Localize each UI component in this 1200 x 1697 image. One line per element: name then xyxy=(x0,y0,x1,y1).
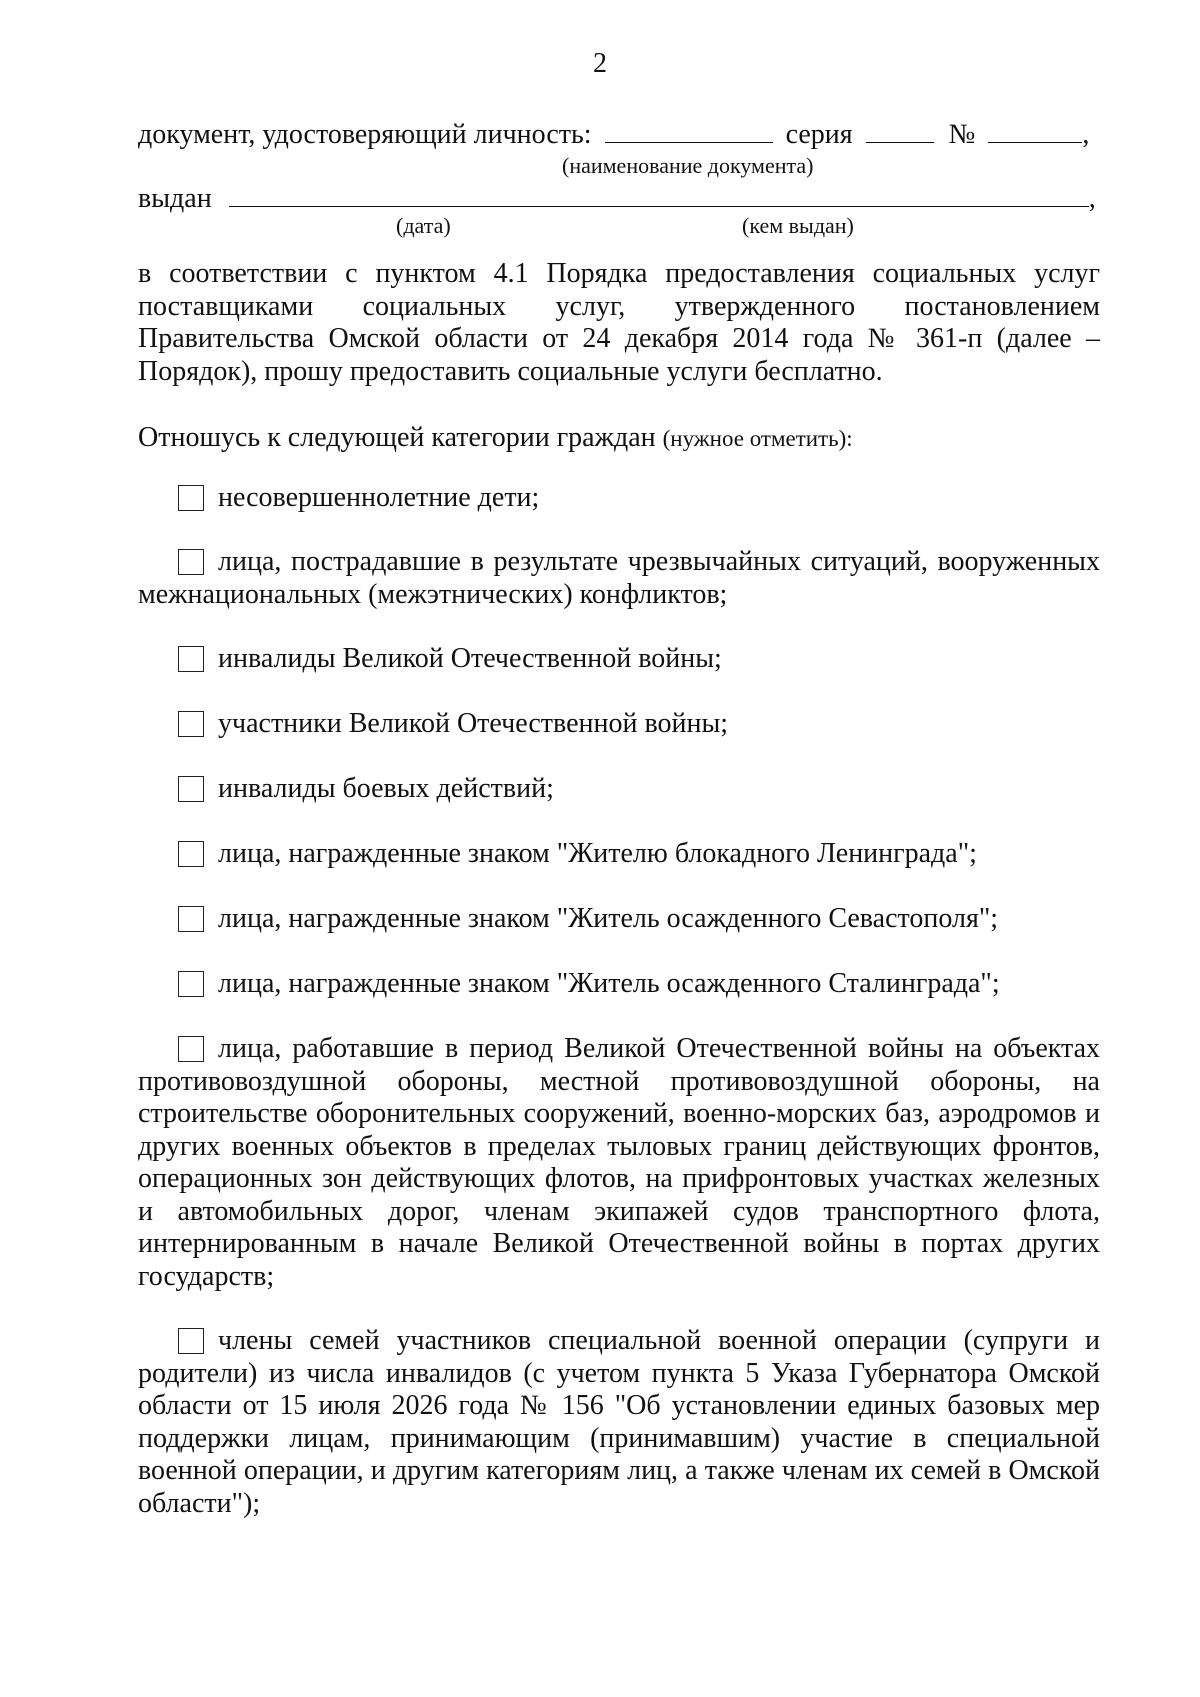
list-item xyxy=(138,482,1100,515)
checkbox[interactable] xyxy=(178,711,204,737)
list-item-text: лица, награжденные знаком "Житель осажденного Сталинграда"; xyxy=(218,968,1000,999)
checkbox[interactable] xyxy=(178,1328,204,1354)
category-label: Отношусь к следующей категории граждан xyxy=(138,422,656,453)
comma: , xyxy=(1082,119,1090,150)
list-item xyxy=(138,1033,1100,1293)
checkbox[interactable] xyxy=(178,971,204,997)
list-item-text: члены семей участников специальной военной операции (супруги и родители) из числа инвалидов (с учетом пункта 5 Указа Губернатора Омской области от 15 июля 2026 года № 156 "Об установлении единых базовых мер поддержки лицам, принимающим (принимавшим) участие в специальной военной операции, и другим категориям лиц, а также членам их семей в Омской области"); xyxy=(138,1325,1100,1519)
category-hint: (нужное отметить): xyxy=(662,426,853,451)
page-number: 2 xyxy=(593,48,607,79)
checkbox[interactable] xyxy=(178,646,204,672)
list-item-text: лица, награжденные знаком "Жителю блокадного Ленинграда"; xyxy=(218,838,977,869)
checkbox[interactable] xyxy=(178,841,204,867)
list-item xyxy=(138,643,1100,676)
list-item-text: инвалиды Великой Отечественной войны; xyxy=(218,643,722,674)
number-field[interactable] xyxy=(988,118,1082,143)
list-item-text: участники Великой Отечественной войны; xyxy=(218,708,729,739)
list-item xyxy=(138,1325,1100,1520)
intro-paragraph: в соответствии с пунктом 4.1 Порядка предоставления социальных услуг поставщиками социальных услуг, утвержденного постановлением Правительства Омской области от 24 декабря 2014 года № 361-п (далее – Порядок), прошу предоставить социальные услуги бесплатно. xyxy=(138,258,1100,387)
comma: , xyxy=(1088,183,1096,214)
list-item-text: несовершеннолетние дети; xyxy=(218,482,540,513)
checkbox[interactable] xyxy=(178,1036,204,1062)
document-name-caption: (наименование документа) xyxy=(562,153,814,178)
list-item-text: лица, награжденные знаком "Житель осажденного Севастополя"; xyxy=(218,903,999,934)
issuer-caption: (кем выдан) xyxy=(742,213,854,238)
checkbox[interactable] xyxy=(178,776,204,802)
list-item xyxy=(138,838,1100,871)
series-field[interactable] xyxy=(866,118,934,143)
list-item-text: лица, пострадавшие в результате чрезвычайных ситуаций, вооруженных межнациональных (межэтнических) конфликтов; xyxy=(138,546,1100,610)
category-line xyxy=(138,422,1100,456)
number-label: № xyxy=(948,119,976,150)
issued-field[interactable] xyxy=(229,182,1089,207)
checkbox[interactable] xyxy=(178,549,204,575)
identity-document-line xyxy=(138,118,1098,151)
document-name-field[interactable] xyxy=(605,118,773,143)
issued-line xyxy=(138,182,1098,215)
list-item xyxy=(138,546,1100,611)
list-item xyxy=(138,968,1100,1001)
series-label: серия xyxy=(785,119,853,150)
list-item xyxy=(138,773,1100,806)
identity-document-label: документ, удостоверяющий личность: xyxy=(138,119,592,150)
checkbox[interactable] xyxy=(178,906,204,932)
list-item xyxy=(138,903,1100,936)
list-item-text: лица, работавшие в период Великой Отечественной войны на объектах противовоздушной обороны, местной противовоздушной обороны, на строительстве оборонительных сооружений, военно-морских баз, аэродромов и других военных объектов в пределах тыловых границ действующих фронтов, операционных зон действующих флотов, на прифронтовых участках железных и автомобильных дорог, членам экипажей судов транспортного флота, интернированным в начале Великой Отечественной войны в портах других государств; xyxy=(138,1033,1100,1292)
checkbox[interactable] xyxy=(178,485,204,511)
issued-label: выдан xyxy=(138,183,212,214)
list-item-text: инвалиды боевых действий; xyxy=(218,773,554,804)
list-item xyxy=(138,708,1100,741)
date-caption: (дата) xyxy=(396,213,451,238)
